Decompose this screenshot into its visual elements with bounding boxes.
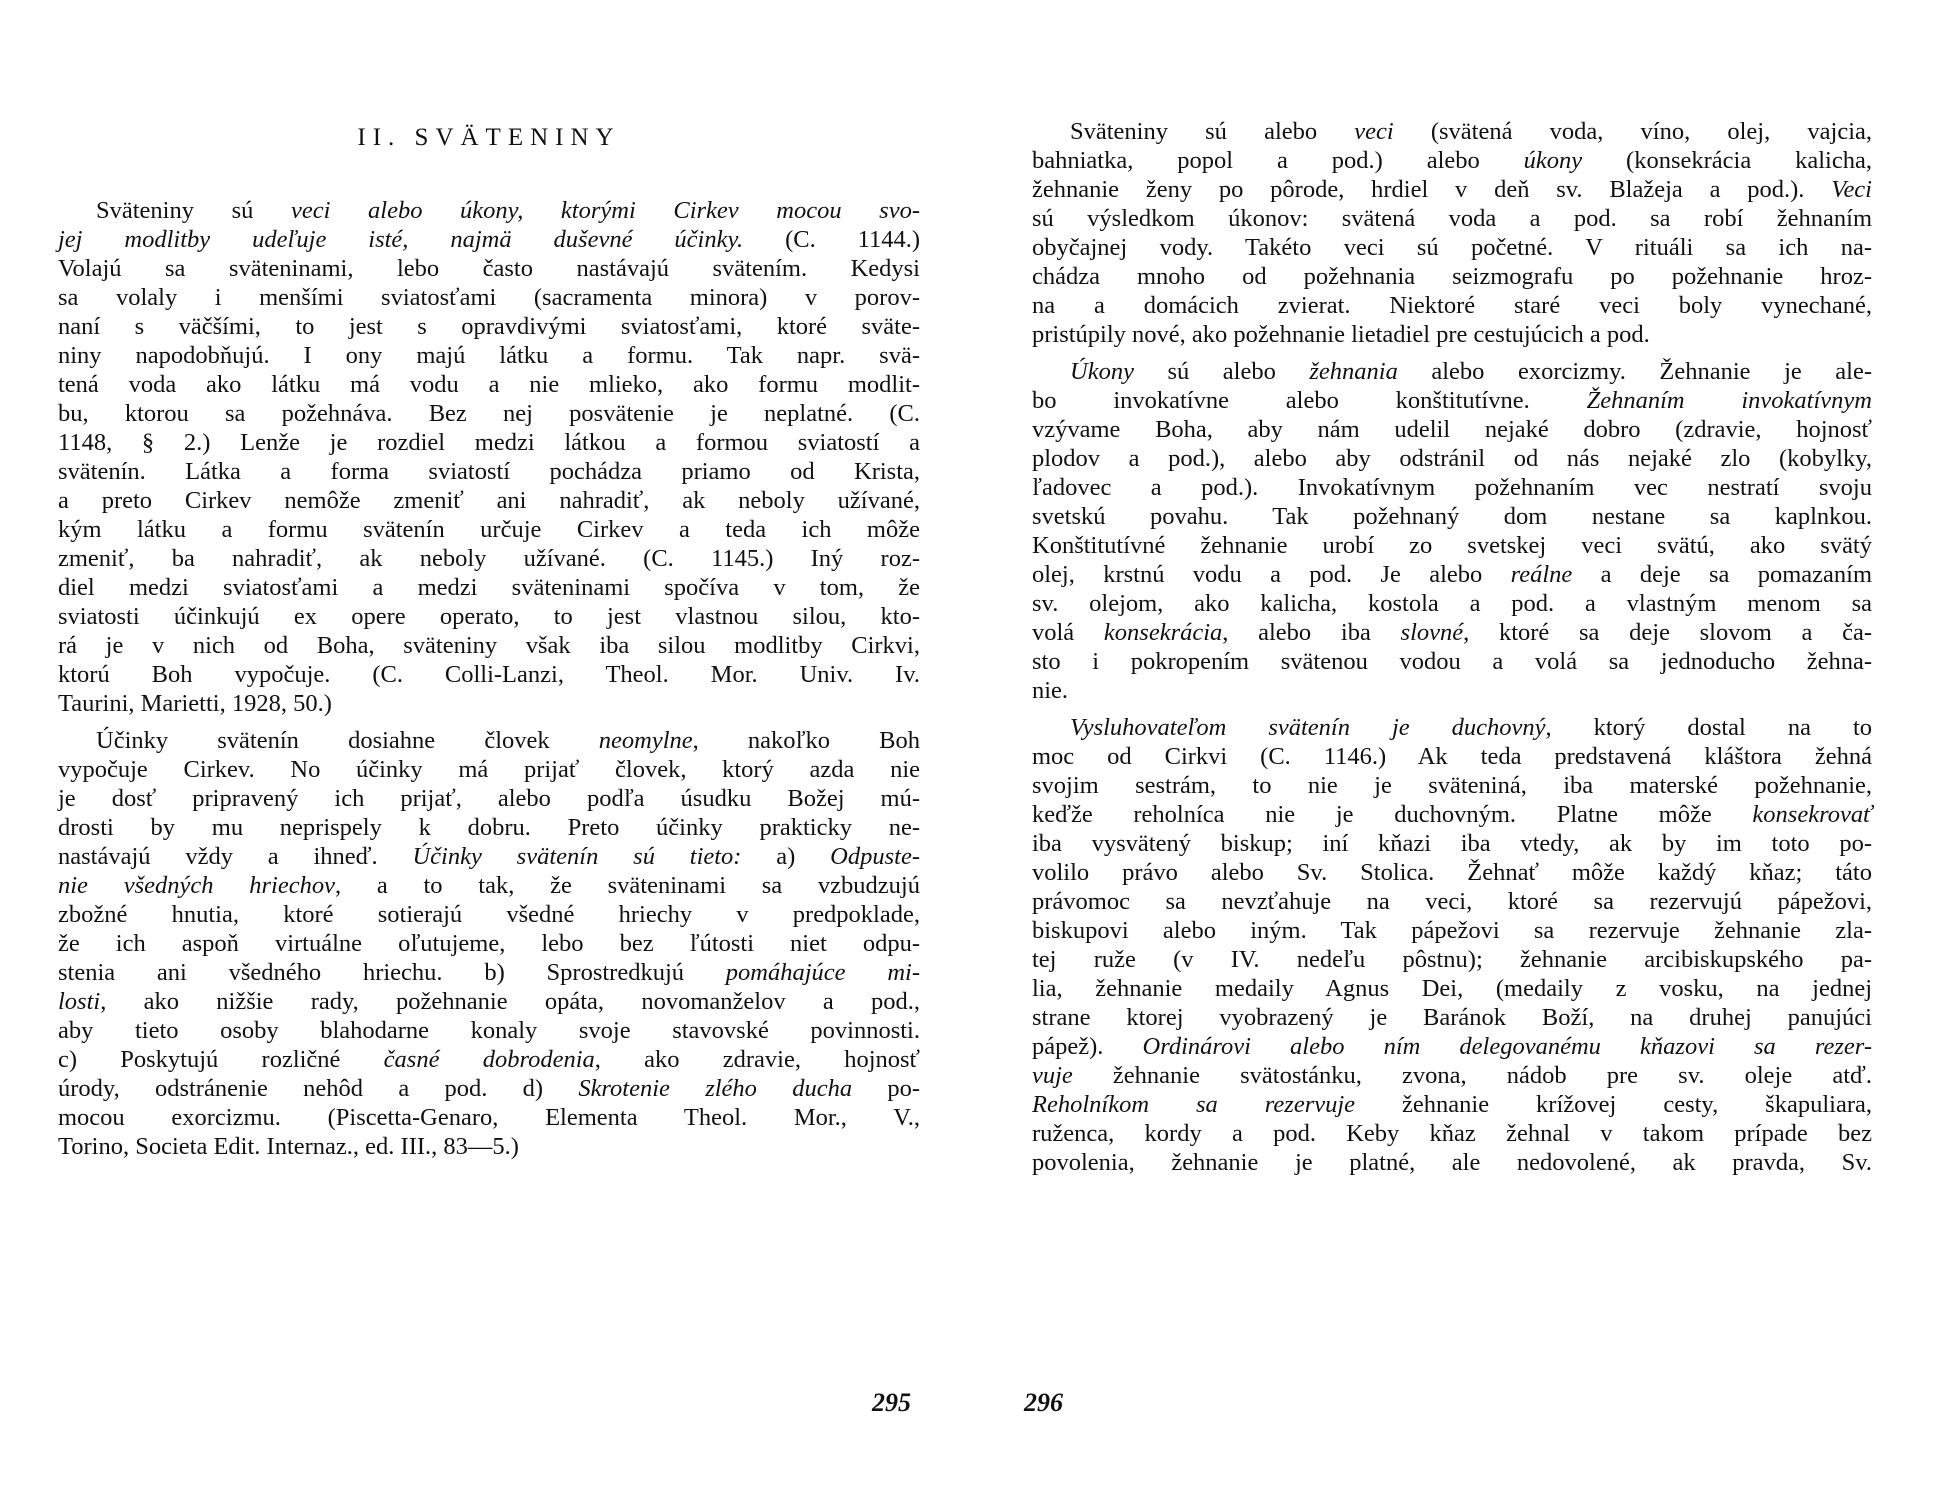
text-segment: a deje sa pomazaním bbox=[1572, 561, 1873, 588]
text-segment: drosti by mu neprispely k dobru. Preto účinky prakticky ne- bbox=[58, 814, 920, 841]
text-segment: Volajú sa sväteninami, lebo často nastávajú svätením. Kedysi bbox=[58, 255, 920, 282]
text-line bbox=[58, 283, 920, 312]
text-segment: c) Poskytujú rozličné bbox=[58, 1046, 384, 1073]
text-line bbox=[1032, 676, 1872, 705]
text-segment: pápež). bbox=[1032, 1033, 1143, 1060]
text-line bbox=[58, 544, 920, 573]
text-line bbox=[1032, 858, 1872, 887]
text-line bbox=[58, 486, 920, 515]
text-line bbox=[1032, 742, 1872, 771]
text-line bbox=[1032, 502, 1872, 531]
text-segment: svojim sestrám, to nie je sväteniná, iba materské požehnanie, bbox=[1032, 772, 1872, 799]
page-number-right: 296 bbox=[1024, 1388, 1063, 1417]
text-line bbox=[58, 1045, 920, 1074]
text-segment: aby tieto osoby blahodarne konaly svoje stavovské povinnosti. bbox=[58, 1017, 920, 1044]
italic-text: Veci bbox=[1831, 176, 1872, 203]
text-segment: (C. 1144.) bbox=[743, 226, 921, 253]
text-segment: úrody, odstránenie nehôd a pod. d) bbox=[58, 1075, 579, 1102]
text-segment: kým látku a formu svätenín určuje Cirkev a teda ich môže bbox=[58, 516, 920, 543]
text-line bbox=[58, 1016, 920, 1045]
italic-text: pomáhajúce mi- bbox=[725, 959, 920, 986]
text-segment: právomoc sa nevzťahuje na veci, ktoré sa rezervujú pápežovi, bbox=[1032, 888, 1872, 915]
italic-text: konsekrácia bbox=[1103, 619, 1223, 646]
italic-text: vuje bbox=[1032, 1062, 1073, 1089]
text-line bbox=[58, 1103, 920, 1132]
text-line bbox=[1032, 618, 1872, 647]
italic-text: slovné bbox=[1400, 619, 1464, 646]
text-segment: 1148, § 2.) Lenže je rozdiel medzi látkou a formou sviatostí a bbox=[58, 429, 920, 456]
text-segment: (konsekrácia kalicha, bbox=[1582, 147, 1872, 174]
text-segment: lia, žehnanie medaily Agnus Dei, (medaily z vosku, na jednej bbox=[1032, 975, 1872, 1002]
text-segment: ktorú Boh vypočuje. (C. Colli-Lanzi, Theol. Mor. Univ. Iv. bbox=[58, 661, 920, 688]
text-line bbox=[1032, 887, 1872, 916]
text-segment: bahniatka, popol a pod.) alebo bbox=[1032, 147, 1524, 174]
text-segment: Účinky svätenín dosiahne človek bbox=[96, 727, 599, 754]
text-segment: Sväteniny sú bbox=[96, 197, 291, 224]
text-segment: zbožné hnutia, ktoré sotierajú všedné hriechy v predpoklade, bbox=[58, 901, 920, 928]
right-page-body bbox=[1032, 117, 1872, 1177]
text-segment: mocou exorcizmu. (Piscetta-Genaro, Elementa Theol. Mor., V., bbox=[58, 1104, 920, 1131]
text-segment: bu, ktorou sa požehnáva. Bez nej posvätenie je neplatné. (C. bbox=[58, 400, 920, 427]
text-segment: volá bbox=[1032, 619, 1104, 646]
text-line bbox=[1032, 916, 1872, 945]
text-line bbox=[58, 399, 920, 428]
text-line bbox=[58, 573, 920, 602]
text-segment: naní s väčšími, to jest s opravdivými sviatosťami, ktoré sväte- bbox=[58, 313, 920, 340]
text-line bbox=[1032, 233, 1872, 262]
text-line bbox=[58, 689, 920, 718]
text-line bbox=[58, 813, 920, 842]
text-segment: sa volaly i menšími sviatosťami (sacramenta minora) v porov- bbox=[58, 284, 920, 311]
text-line bbox=[58, 958, 920, 987]
text-segment: biskupovi alebo iným. Tak pápežovi sa rezervuje žehnanie zla- bbox=[1032, 917, 1872, 944]
text-line bbox=[58, 631, 920, 660]
italic-text: Úkony bbox=[1070, 358, 1134, 385]
text-line bbox=[1032, 560, 1872, 589]
text-segment: keďže reholníca nie je duchovným. Platne môže bbox=[1032, 801, 1753, 828]
italic-text: veci bbox=[1354, 118, 1394, 145]
text-segment: sviatosti účinkujú ex opere operato, to jest vlastnou silou, kto- bbox=[58, 603, 920, 630]
text-segment: , ktorý dostal na to bbox=[1545, 714, 1873, 741]
text-line bbox=[58, 755, 920, 784]
text-segment: , nakoľko Boh bbox=[692, 727, 921, 754]
italic-text: žehnania bbox=[1309, 358, 1398, 385]
text-segment: vypočuje Cirkev. No účinky má prijať človek, ktorý azda nie bbox=[58, 756, 920, 783]
italic-text: Žehnaním invokatívnym bbox=[1586, 387, 1872, 414]
text-segment: , a to tak, že sväteninami sa vzbudzujú bbox=[334, 872, 920, 899]
text-line bbox=[1032, 357, 1872, 386]
italic-text: reálne bbox=[1510, 561, 1573, 588]
italic-text: losti bbox=[58, 988, 101, 1015]
italic-text: Ordinárovi alebo ním delegovanému kňazovi sa rezer- bbox=[1142, 1033, 1872, 1060]
text-line bbox=[58, 225, 920, 254]
text-segment: a) bbox=[741, 843, 831, 870]
text-segment: nie. bbox=[1032, 677, 1069, 704]
text-segment: vzývame Boha, aby nám udelil nejaké dobro (zdravie, hojnosť bbox=[1032, 416, 1872, 443]
text-segment: niny napodobňujú. I ony majú látku a formu. Tak napr. svä- bbox=[58, 342, 920, 369]
text-line bbox=[58, 341, 920, 370]
text-segment: stenia ani všedného hriechu. b) Sprostredkujú bbox=[58, 959, 726, 986]
text-segment: , ako zdravie, hojnosť bbox=[594, 1046, 921, 1073]
text-line bbox=[58, 726, 920, 755]
text-line bbox=[58, 370, 920, 399]
text-segment: , ako nižšie rady, požehnanie opáta, novomanželov a pod., bbox=[100, 988, 920, 1015]
italic-text: úkony bbox=[1523, 147, 1583, 174]
paragraph-gap bbox=[1032, 349, 1872, 357]
text-line bbox=[1032, 531, 1872, 560]
italic-text: Vysluhovateľom svätenín je duchovný bbox=[1070, 714, 1546, 741]
text-segment: žehnanie svätostánku, zvona, nádob pre sv. oleje atď. bbox=[1072, 1062, 1872, 1089]
text-line bbox=[1032, 1090, 1872, 1119]
italic-text: časné dobrodenia bbox=[383, 1046, 595, 1073]
text-segment: je dosť pripravený ich prijať, alebo podľa úsudku Božej mú- bbox=[58, 785, 920, 812]
text-segment: Sväteniny sú alebo bbox=[1070, 118, 1355, 145]
text-line bbox=[58, 312, 920, 341]
text-segment: žehnanie ženy po pôrode, hrdiel v deň sv. Blažeja a pod.). bbox=[1032, 176, 1832, 203]
page-number-left: 295 bbox=[872, 1388, 911, 1417]
text-line bbox=[58, 929, 920, 958]
text-segment: sú výsledkom úkonov: svätená voda a pod. sa robí žehnaním bbox=[1032, 205, 1872, 232]
text-segment: ruženca, kordy a pod. Keby kňaz žehnal v takom prípade bez bbox=[1032, 1120, 1872, 1147]
text-line bbox=[1032, 175, 1872, 204]
text-segment: , ktoré sa deje slovom a ča- bbox=[1463, 619, 1872, 646]
text-line bbox=[58, 660, 920, 689]
text-segment: sto i pokropením svätenou vodou a volá sa jednoducho žehna- bbox=[1032, 648, 1872, 675]
text-segment: strane ktorej vyobrazený je Baránok Boží, na druhej panujúci bbox=[1032, 1004, 1872, 1031]
text-line bbox=[1032, 1003, 1872, 1032]
text-segment: žehnanie krížovej cesty, škapuliara, bbox=[1355, 1091, 1872, 1118]
text-segment: obyčajnej vody. Takéto veci sú početné. V rituáli sa ich na- bbox=[1032, 234, 1872, 261]
text-segment: Konštitutívné žehnanie urobí zo svetskej veci svätú, ako svätý bbox=[1032, 532, 1872, 559]
italic-text: konsekrovať bbox=[1752, 801, 1872, 828]
text-segment: pristúpily nové, ako požehnanie lietadiel pre cestujúcich a pod. bbox=[1032, 321, 1650, 348]
text-line bbox=[1032, 1119, 1872, 1148]
text-line bbox=[1032, 444, 1872, 473]
text-segment: povolenia, žehnanie je platné, ale nedovolené, ak pravda, Sv. bbox=[1032, 1149, 1872, 1176]
text-line bbox=[1032, 117, 1872, 146]
text-segment: bo invokatívne alebo konštitutívne. bbox=[1032, 387, 1587, 414]
text-line bbox=[1032, 320, 1872, 349]
text-line bbox=[1032, 146, 1872, 175]
text-line bbox=[1032, 829, 1872, 858]
text-line bbox=[1032, 974, 1872, 1003]
text-segment: že ich aspoň virtuálne oľutujeme, lebo bez ľútosti niet odpu- bbox=[58, 930, 920, 957]
text-line bbox=[58, 784, 920, 813]
text-line bbox=[58, 1132, 920, 1161]
italic-text: veci alebo úkony, ktorými Cirkev mocou svo- bbox=[290, 197, 920, 224]
text-line bbox=[1032, 415, 1872, 444]
chapter-title: II. SVÄTENINY bbox=[357, 124, 621, 151]
text-line bbox=[1032, 1032, 1872, 1061]
text-segment: , alebo iba bbox=[1222, 619, 1401, 646]
text-segment: alebo exorcizmy. Žehnanie je ale- bbox=[1397, 358, 1872, 385]
text-segment: po- bbox=[852, 1075, 921, 1102]
text-segment: ľadovec a pod.). Invokatívnym požehnaním vec nestratí svoju bbox=[1032, 474, 1872, 501]
text-line bbox=[1032, 713, 1872, 742]
text-segment: Torino, Societa Edit. Internaz., ed. III., 83—5.) bbox=[58, 1133, 519, 1160]
text-segment: a preto Cirkev nemôže zmeniť ani nahradiť, ak neboly užívané, bbox=[58, 487, 920, 514]
text-segment: sú alebo bbox=[1133, 358, 1310, 385]
italic-text: jej modlitby udeľuje isté, najmä duševné účinky. bbox=[58, 226, 744, 253]
text-segment: (svätená voda, víno, olej, vajcia, bbox=[1393, 118, 1872, 145]
text-segment: sv. olejom, ako kalicha, kostola a pod. a vlastným menom sa bbox=[1032, 590, 1872, 617]
text-line bbox=[58, 987, 920, 1016]
text-line bbox=[58, 602, 920, 631]
text-segment: chádza mnoho od požehnania seizmografu po požehnanie hroz- bbox=[1032, 263, 1872, 290]
text-segment: nastávajú vždy a ihneď. bbox=[58, 843, 413, 870]
text-segment: zmeniť, ba nahradiť, ak neboly užívané. (C. 1145.) Iný roz- bbox=[58, 545, 920, 572]
paragraph-gap bbox=[1032, 705, 1872, 713]
text-segment: iba vysvätený biskup; iní kňazi iba vtedy, ak by im toto po- bbox=[1032, 830, 1872, 857]
text-line bbox=[58, 842, 920, 871]
italic-text: Skrotenie zlého ducha bbox=[578, 1075, 853, 1102]
text-segment: olej, krstnú vodu a pod. Je alebo bbox=[1032, 561, 1511, 588]
text-segment: diel medzi sviatosťami a medzi sväteninami spočíva v tom, že bbox=[58, 574, 920, 601]
text-line bbox=[1032, 1148, 1872, 1177]
text-line bbox=[1032, 945, 1872, 974]
text-segment: na a domácich zvierat. Niektoré staré veci boly vynechané, bbox=[1032, 292, 1872, 319]
text-line bbox=[58, 900, 920, 929]
italic-text: Reholníkom sa rezervuje bbox=[1032, 1091, 1356, 1118]
text-line bbox=[1032, 262, 1872, 291]
text-segment: moc od Cirkvi (C. 1146.) Ak teda predstavená kláštora žehná bbox=[1032, 743, 1872, 770]
italic-text: Účinky svätenín sú tieto: bbox=[412, 843, 742, 870]
text-line bbox=[58, 428, 920, 457]
text-segment: volilo právo alebo Sv. Stolica. Žehnať môže každý kňaz; táto bbox=[1032, 859, 1872, 886]
text-line bbox=[1032, 386, 1872, 415]
text-segment: rá je v nich od Boha, sväteniny však iba silou modlitby Cirkvi, bbox=[58, 632, 920, 659]
text-segment: svetskú povahu. Tak požehnaný dom nestane sa kaplnkou. bbox=[1032, 503, 1872, 530]
text-line bbox=[58, 254, 920, 283]
text-line bbox=[58, 1074, 920, 1103]
text-segment: tej ruže (v IV. nedeľu pôstnu); žehnanie arcibiskupského pa- bbox=[1032, 946, 1872, 973]
text-line bbox=[1032, 291, 1872, 320]
text-line bbox=[58, 457, 920, 486]
text-line bbox=[1032, 1061, 1872, 1090]
text-line bbox=[1032, 473, 1872, 502]
text-line bbox=[1032, 647, 1872, 676]
left-page-body bbox=[58, 196, 920, 1161]
text-line bbox=[1032, 204, 1872, 233]
italic-text: nie všedných hriechov bbox=[58, 872, 335, 899]
italic-text: Odpuste- bbox=[830, 843, 920, 870]
text-line bbox=[58, 196, 920, 225]
text-segment: tená voda ako látku má vodu a nie mlieko, ako formu modlit- bbox=[58, 371, 920, 398]
text-line bbox=[58, 871, 920, 900]
paragraph-gap bbox=[58, 718, 920, 726]
text-segment: svätenín. Látka a forma sviatostí pochádza priamo od Krista, bbox=[58, 458, 920, 485]
text-segment: Taurini, Marietti, 1928, 50.) bbox=[58, 690, 332, 717]
text-line bbox=[1032, 800, 1872, 829]
italic-text: neomylne bbox=[598, 727, 693, 754]
text-line bbox=[58, 515, 920, 544]
text-segment: plodov a pod.), alebo aby odstránil od nás nejaké zlo (kobylky, bbox=[1032, 445, 1872, 472]
text-line bbox=[1032, 589, 1872, 618]
text-line bbox=[1032, 771, 1872, 800]
